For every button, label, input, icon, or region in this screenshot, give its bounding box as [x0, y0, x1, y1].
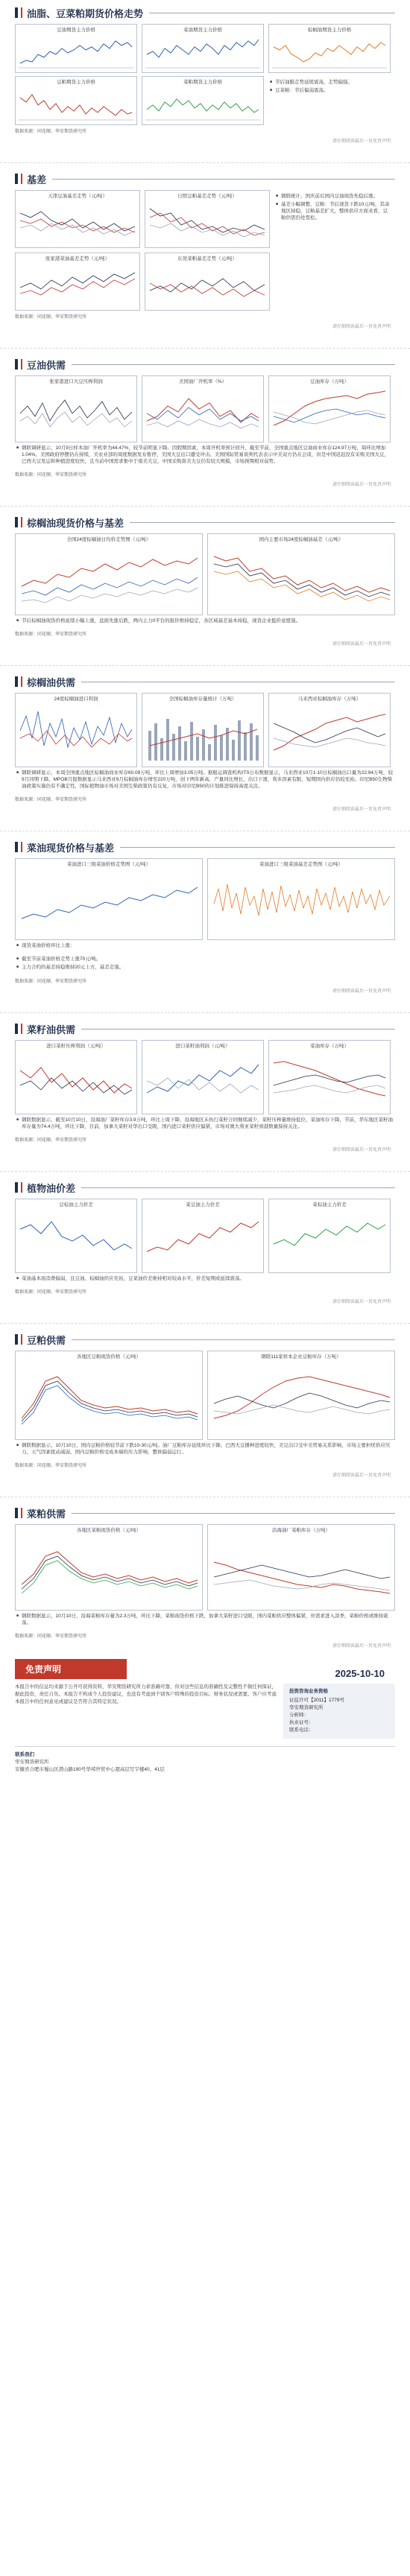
license-line: 华安期货研究所: [289, 1705, 324, 1710]
chart-title: 菜油期货主力价格: [183, 28, 222, 32]
data-source: 数据来源：同花顺、华安期货研究所: [15, 130, 87, 134]
chart-dongguan-rapemeal-basis: [145, 253, 270, 311]
chart-title: 沿海油厂菜粕库存（万吨）: [272, 1528, 330, 1532]
multi-line-chart: [16, 542, 202, 613]
data-source: 数据来源：同花顺、华安期货研究所: [15, 1634, 87, 1639]
section-marker-accent: [21, 842, 22, 852]
section-notes: [15, 953, 395, 975]
multi-line-chart: [269, 701, 390, 765]
section-marker-accent: [21, 1334, 22, 1345]
chart-title: 马来西亚棕榈油库存（万吨）: [297, 697, 362, 701]
chart-palm-basis: [207, 533, 395, 615]
multi-line-chart: [16, 261, 139, 308]
analysis-text: ■ 钢联调研显示，本周全国重点地区棕榈油商业库存60.09万吨，环比上周增加3.05万吨。据船运调查机构ITS公布数据显示，马来西亚10月1-10日棕榈油出口量为22.94万吨，较9月同期下降。MPOB月报数据显示马来西亚9月棕榈油库存增至220万吨，创下两年新高，产量同比增长，出口下滑，利多因素有限，短期国内供应仍较充裕。印尼B50生物柴油政策实施仍有不确定性，国际植物油市场对美国生柴政策仍有反复，市场对印尼B50的计划推进保持高度关注。: [16, 770, 394, 790]
chart-rapeoil-inventory: [268, 1040, 391, 1114]
section-header: [15, 1021, 395, 1037]
section-marker: [15, 1508, 18, 1518]
chart-title: 张家港菜油基差走势（元/吨）: [45, 256, 110, 261]
chart-rapeoil-basis: [207, 858, 395, 940]
page-divider: [0, 654, 410, 666]
chart-rapemeal-spot-prices: [15, 1524, 203, 1611]
disclaimer-text: 本报告中的信息均来源于公开可获得资料，华安期货研究所力求准确可靠，但对这些信息的准确性及完整性不做任何保证，据此投资，责任自负。本报告不构成个人投资建议，也没有考虑到个别客户特殊的投资目标、财务状况或需要。客户应考虑本报告中的任何意见或建议是否符合其特定状况。: [15, 1684, 277, 1704]
section-rapeseed-supply: [0, 1021, 410, 1152]
section-marker: [15, 7, 18, 18]
section-analysis: [15, 767, 395, 793]
license-line: 分析师：: [289, 1713, 309, 1718]
chart-title: 天津豆油基差走势（元/吨）: [48, 194, 107, 198]
section-marker-accent: [21, 174, 22, 184]
section-header: [15, 839, 395, 855]
license-card: [283, 1684, 395, 1739]
section-rule: [72, 364, 395, 365]
section-notes: [268, 76, 391, 125]
section-soyoil-supply: [0, 356, 410, 487]
section-analysis: [15, 1273, 395, 1286]
chart-title: 棕榈油期货主力价格: [307, 28, 352, 32]
license-line: 证监许可【2011】1779号: [289, 1698, 344, 1703]
page-divider: [0, 151, 410, 163]
line-chart: [16, 84, 136, 123]
chart-title: 东莞菜粕基差走势（元/吨）: [177, 256, 237, 261]
chart-rizhao-soymeal-basis: [145, 190, 270, 248]
section-rule: [81, 1187, 395, 1188]
section-rule: [130, 522, 395, 523]
section-marker: [15, 1024, 18, 1034]
section-marker: [15, 1182, 18, 1193]
section-futures-prices: [0, 4, 410, 144]
section-title: 棕榈油现货价格与基差: [27, 517, 124, 529]
chart-soymeal-futures: [15, 76, 137, 125]
multi-line-chart: [208, 1532, 394, 1608]
line-chart: [16, 32, 136, 71]
page-divider: [0, 1312, 410, 1324]
data-source: 数据来源：同花顺、华安期货研究所: [15, 632, 87, 637]
chart-title: 菜油库存（万吨）: [310, 1044, 349, 1048]
section-analysis: [15, 615, 395, 628]
section-title: 菜粕供需: [27, 1508, 66, 1520]
section-palm-spot-basis: [0, 514, 410, 647]
data-source: 数据来源：同花顺、华安期货研究所: [15, 980, 87, 984]
license-line: 执业证号：: [289, 1720, 314, 1725]
multi-line-chart: [16, 384, 136, 440]
page-divider: [0, 1485, 410, 1497]
section-title: 基差: [27, 174, 47, 185]
multi-line-chart: [142, 1048, 263, 1112]
section-header: [15, 1505, 395, 1521]
chart-title: 24度棕榈油进口利润: [54, 697, 98, 701]
section-notes: [274, 190, 394, 311]
chart-title: 豆粕期货主力价格: [57, 80, 95, 84]
section-rule: [52, 179, 395, 180]
chart-crush-margin: [15, 375, 137, 442]
footnote: 请仔细阅读最后一页免责声明: [332, 1148, 391, 1152]
section-marker-accent: [21, 1508, 22, 1518]
section-rule: [120, 847, 395, 848]
line-chart: [16, 1207, 136, 1271]
section-marker: [15, 174, 18, 184]
section-marker: [15, 359, 18, 369]
section-palm-supply: [0, 673, 410, 812]
data-source: 数据来源：同花顺、华安期货研究所: [15, 1138, 87, 1143]
chart-title: 国内主要市场24度棕榈油基差（元/吨）: [259, 537, 344, 542]
chart-rapeoil-spot-price: [15, 858, 203, 940]
chart-title: 菜粕期货主力价格: [183, 80, 222, 84]
chart-palm-import-margin: [15, 693, 137, 767]
disclaimer-header: [15, 1659, 395, 1679]
multi-line-chart: [208, 542, 394, 613]
chart-us-plant-operating-rate: [142, 375, 264, 442]
chart-title: 进口菜籽压榨利润（元/吨）: [46, 1044, 106, 1048]
analysis-text: ■ 钢联数据显示，10月10日，国内豆粕价格较节前下跌10-30元/吨。油厂豆粕库存延续环比下降，巴西大豆播种进度较快，美豆出口受中美贸易关系影响，市场主要担忧供应压力，天气因素扰动减弱，国内豆粕价格受成本端的压力影响，整体偏弱运行。: [16, 1442, 394, 1456]
license-title: 投资咨询业务资格: [289, 1689, 328, 1694]
multi-line-chart: [16, 198, 139, 246]
section-soymeal-supply: [0, 1331, 410, 1478]
section-header: [15, 1331, 395, 1348]
multi-line-chart: [145, 261, 269, 308]
section-analysis: [15, 442, 395, 469]
disclaimer-body: [15, 1684, 395, 1739]
chart-soyoil-inventory: [268, 375, 391, 442]
chart-zhangjiagang-rapeoil-basis: [15, 253, 140, 311]
footnote: 请仔细阅读最后一页免责声明: [332, 808, 391, 812]
section-rule: [72, 1339, 395, 1340]
footnote: 请仔细阅读最后一页免责声明: [332, 325, 391, 329]
section-analysis: [15, 1611, 395, 1630]
chart-title: 豆油期货主力价格: [57, 28, 95, 32]
chart-rapeoil-futures: [142, 24, 264, 73]
disclaimer-section: [0, 1659, 410, 1774]
chart-title: 全国棕榈油库存量统计（万吨）: [168, 697, 237, 701]
chart-title: 菜豆油主力价差: [186, 1202, 220, 1207]
data-source: 数据来源：同花顺、华安期货研究所: [15, 473, 87, 478]
section-title: 植物油价差: [27, 1182, 76, 1194]
note-item: ■ 截至节前菜油价格走势上涨70元/吨。: [16, 956, 394, 962]
section-header: [15, 1179, 395, 1196]
footnote: 请仔细阅读最后一页免责声明: [332, 642, 391, 647]
line-chart: [269, 32, 390, 71]
footnote: 请仔细阅读最后一页免责声明: [332, 1644, 391, 1649]
section-marker: [15, 676, 18, 687]
section-title: 菜油现货价格与基差: [27, 842, 115, 854]
multi-line-chart: [16, 1532, 202, 1608]
page-divider: [0, 495, 410, 507]
section-header: [15, 356, 395, 372]
multi-line-chart: [269, 1048, 390, 1112]
chart-title: 全国24度棕榈油日均价走势图（元/吨）: [66, 537, 151, 542]
section-title: 棕榈油供需: [27, 676, 76, 688]
section-marker-accent: [21, 359, 22, 369]
bar-line-chart: [142, 701, 263, 765]
chart-soymeal-spot-prices: [15, 1351, 203, 1440]
chart-title: 菜棕油主力价差: [312, 1202, 347, 1207]
analysis-text: ■ 钢联数据显示，10月10日，沿海菜粕库存量为2.3万吨，环比下降，菜粕现货价格下跌，加拿大菜籽进口受限，国内菜粕供应整体偏紧，但需求进入淡季，菜粕价格或维持震荡。: [16, 1613, 394, 1626]
chart-rapemeal-futures: [142, 76, 264, 125]
multi-line-chart: [16, 1048, 136, 1112]
license-line: 联系电话：: [289, 1728, 314, 1733]
multi-line-chart: [145, 198, 269, 246]
chart-title: 各地区菜粕现货价格（元/吨）: [76, 1528, 142, 1532]
chart-tianjin-soyoil-basis: [15, 190, 140, 248]
line-chart: [208, 866, 394, 938]
note-item: ■ 节后油脂走势延续震荡，走势偏强。: [270, 79, 389, 86]
multi-line-chart: [16, 701, 136, 765]
section-rapemeal-supply: [0, 1505, 410, 1649]
chart-palm-inventory-national: [142, 693, 264, 767]
section-title: 菜籽油供需: [27, 1024, 76, 1035]
section-header: [15, 171, 395, 187]
contact-block: [15, 1746, 395, 1774]
analysis-text: ■ 节后棕榈油现货价格延续小幅上涨，盘面先涨后跌，两内主力0平台的报价维持稳定，各区域基差基本持稳，现货企业挺价意愿强。: [16, 618, 394, 624]
section-marker-accent: [21, 517, 22, 527]
line-chart: [269, 1207, 390, 1271]
footnote: 请仔细阅读最后一页免责声明: [332, 483, 391, 487]
chart-soymeal-inventory: [207, 1351, 395, 1440]
section-marker-accent: [21, 1024, 22, 1034]
data-source: 数据来源：同花顺、华安期货研究所: [15, 1464, 87, 1468]
section-vegoil-spread: [0, 1179, 410, 1304]
note-item: ■ 钢联统计，国庆前后国内豆油现货先稳后涨。: [276, 193, 392, 200]
contact-title: 联系我们: [15, 1752, 34, 1757]
note-item: ■ 豆菜粕：节后偏弱震荡。: [270, 87, 389, 94]
page-divider: [0, 1160, 410, 1172]
footnote: 请仔细阅读最后一页免责声明: [332, 1300, 391, 1304]
note-item: ■ 基差小幅调整，豆粕：节后现货下跌10元/吨，其余地区持稳，豆粕基差扩大，整体供应方面来看，豆粕供需仍处宽松。: [276, 201, 392, 221]
analysis-text: ■ 钢联数据显示，截至10月10日，沿海油厂菜籽库存3.9万吨，环比上周下降，沿海地区未执行菜籽合同继续减少，菜籽压榨量维持低位，菜油库存下降，节前，华东地区菜籽油库存量为74.4万吨，环比下降，目前，加拿大菜籽对华出口受限，国内进口菜籽供应偏紧，市场对澳大利亚菜籽到港数量保持关注。: [16, 1117, 394, 1130]
section-header: [15, 673, 395, 690]
section-marker: [15, 517, 18, 527]
section-basis: [0, 171, 410, 329]
footnote: 请仔细阅读最后一页免责声明: [332, 139, 391, 144]
analysis-text: ■ 现货菜油价格环比上涨：: [16, 942, 394, 949]
section-marker-accent: [21, 676, 22, 687]
section-analysis: [15, 940, 395, 953]
chart-title: 菜油进口三级菜油价格走势图（元/吨）: [66, 862, 151, 866]
data-source: 数据来源：同花顺、华安期货研究所: [15, 798, 87, 802]
multi-line-chart: [142, 384, 263, 440]
chart-title: 豆油库存（万吨）: [310, 379, 349, 384]
line-chart: [142, 32, 263, 71]
section-marker: [15, 1334, 18, 1345]
section-marker-accent: [21, 1182, 22, 1193]
footnote: 请仔细阅读最后一页免责声明: [332, 989, 391, 994]
chart-title: 张家港进口大豆压榨利润: [49, 379, 103, 384]
chart-soy-palm-spread: [15, 1199, 137, 1273]
page-divider: [0, 1001, 410, 1013]
chart-rape-palm-spread: [268, 1199, 391, 1273]
section-header: [15, 4, 395, 21]
analysis-text: ■ 菜油基本面消费偏弱，且豆油、棕榈油供应充裕，豆菜油价差维持相对较高水平，价差短期或延续震荡。: [16, 1275, 394, 1282]
chart-title: 钢联111家样本企业豆粕库存（万吨）: [261, 1354, 341, 1359]
line-chart: [142, 84, 263, 123]
footnote: 请仔细阅读最后一页免责声明: [332, 1473, 391, 1478]
contact-line: 华安期货研究所: [15, 1760, 49, 1765]
page-divider: [0, 337, 410, 349]
chart-title: 进口菜籽油利润（元/吨）: [175, 1044, 230, 1048]
section-rule: [72, 1513, 395, 1514]
chart-title: 豆棕油主力价差: [59, 1202, 93, 1207]
chart-rapemeal-inventory: [207, 1524, 395, 1611]
chart-title: 菜油进口三级菜油基差走势图（元/吨）: [259, 862, 344, 866]
line-chart: [16, 866, 202, 938]
chart-title: 各地区豆粕现货价格（元/吨）: [76, 1354, 142, 1359]
section-header: [15, 514, 395, 530]
section-title: 豆粕供需: [27, 1334, 66, 1346]
chart-palm-spot-price: [15, 533, 203, 615]
chart-rapeseed-crush-margin: [15, 1040, 137, 1114]
chart-palm-futures: [268, 24, 391, 73]
note-item: ■ 主力合约的基差持稳维持20元上方，基差走强。: [16, 964, 394, 971]
chart-soyoil-futures: [15, 24, 137, 73]
disclaimer-banner: 免责声明: [15, 1659, 127, 1679]
chart-malaysia-palm-inventory: [268, 693, 391, 767]
data-source: 数据来源：同花顺、华安期货研究所: [15, 315, 87, 320]
multi-line-chart: [16, 1359, 202, 1438]
data-source: 数据来源：同花顺、华安期货研究所: [15, 1290, 87, 1295]
report-date: 2025-10-10: [335, 1668, 385, 1679]
multi-line-chart: [208, 1359, 394, 1438]
section-marker-accent: [21, 7, 22, 18]
line-chart: [142, 1207, 263, 1271]
chart-title: 美国油厂开机率（%）: [178, 379, 227, 384]
chart-title: 日照豆粕基差走势（元/吨）: [177, 194, 237, 198]
section-rule: [81, 1029, 395, 1030]
section-title: 豆油供需: [27, 359, 66, 371]
section-title: 油脂、豆菜粕期货价格走势: [27, 7, 144, 19]
section-analysis: [15, 1114, 395, 1134]
chart-rape-soy-spread: [142, 1199, 264, 1273]
section-marker: [15, 842, 18, 852]
chart-rapeoil-import-margin: [142, 1040, 264, 1114]
multi-line-chart: [269, 384, 390, 440]
section-analysis: [15, 1440, 395, 1459]
section-rapeoil-spot-basis: [0, 839, 410, 994]
page-divider: [0, 819, 410, 831]
contact-line: 安徽省合肥市蜀山区潜山路190号华邦世贸中心超高层写字楼40、41层: [15, 1767, 165, 1772]
analysis-text: ■ 钢联调研显示，10月9日样本油厂开机率为44.47%，较节前明显下降。因假期因素，本周开机率预计回升，截至节前，全国重点地区豆油商业库存124.97万吨，周环比增加1.04%。美国政府停摆仍在持续，美农业部的周度数据发布暂停，美国大豆出口遭受冲击。美国国际贸易谈判代表表示中美双方仍在会谈，但是中国迟迟没有采购美国大豆，巴西大豆发运和种植进度较快，且当前中国需求集中于南美大豆，中国采购南美大豆仍有较大规模，市场预期相对弱势。: [16, 445, 394, 465]
